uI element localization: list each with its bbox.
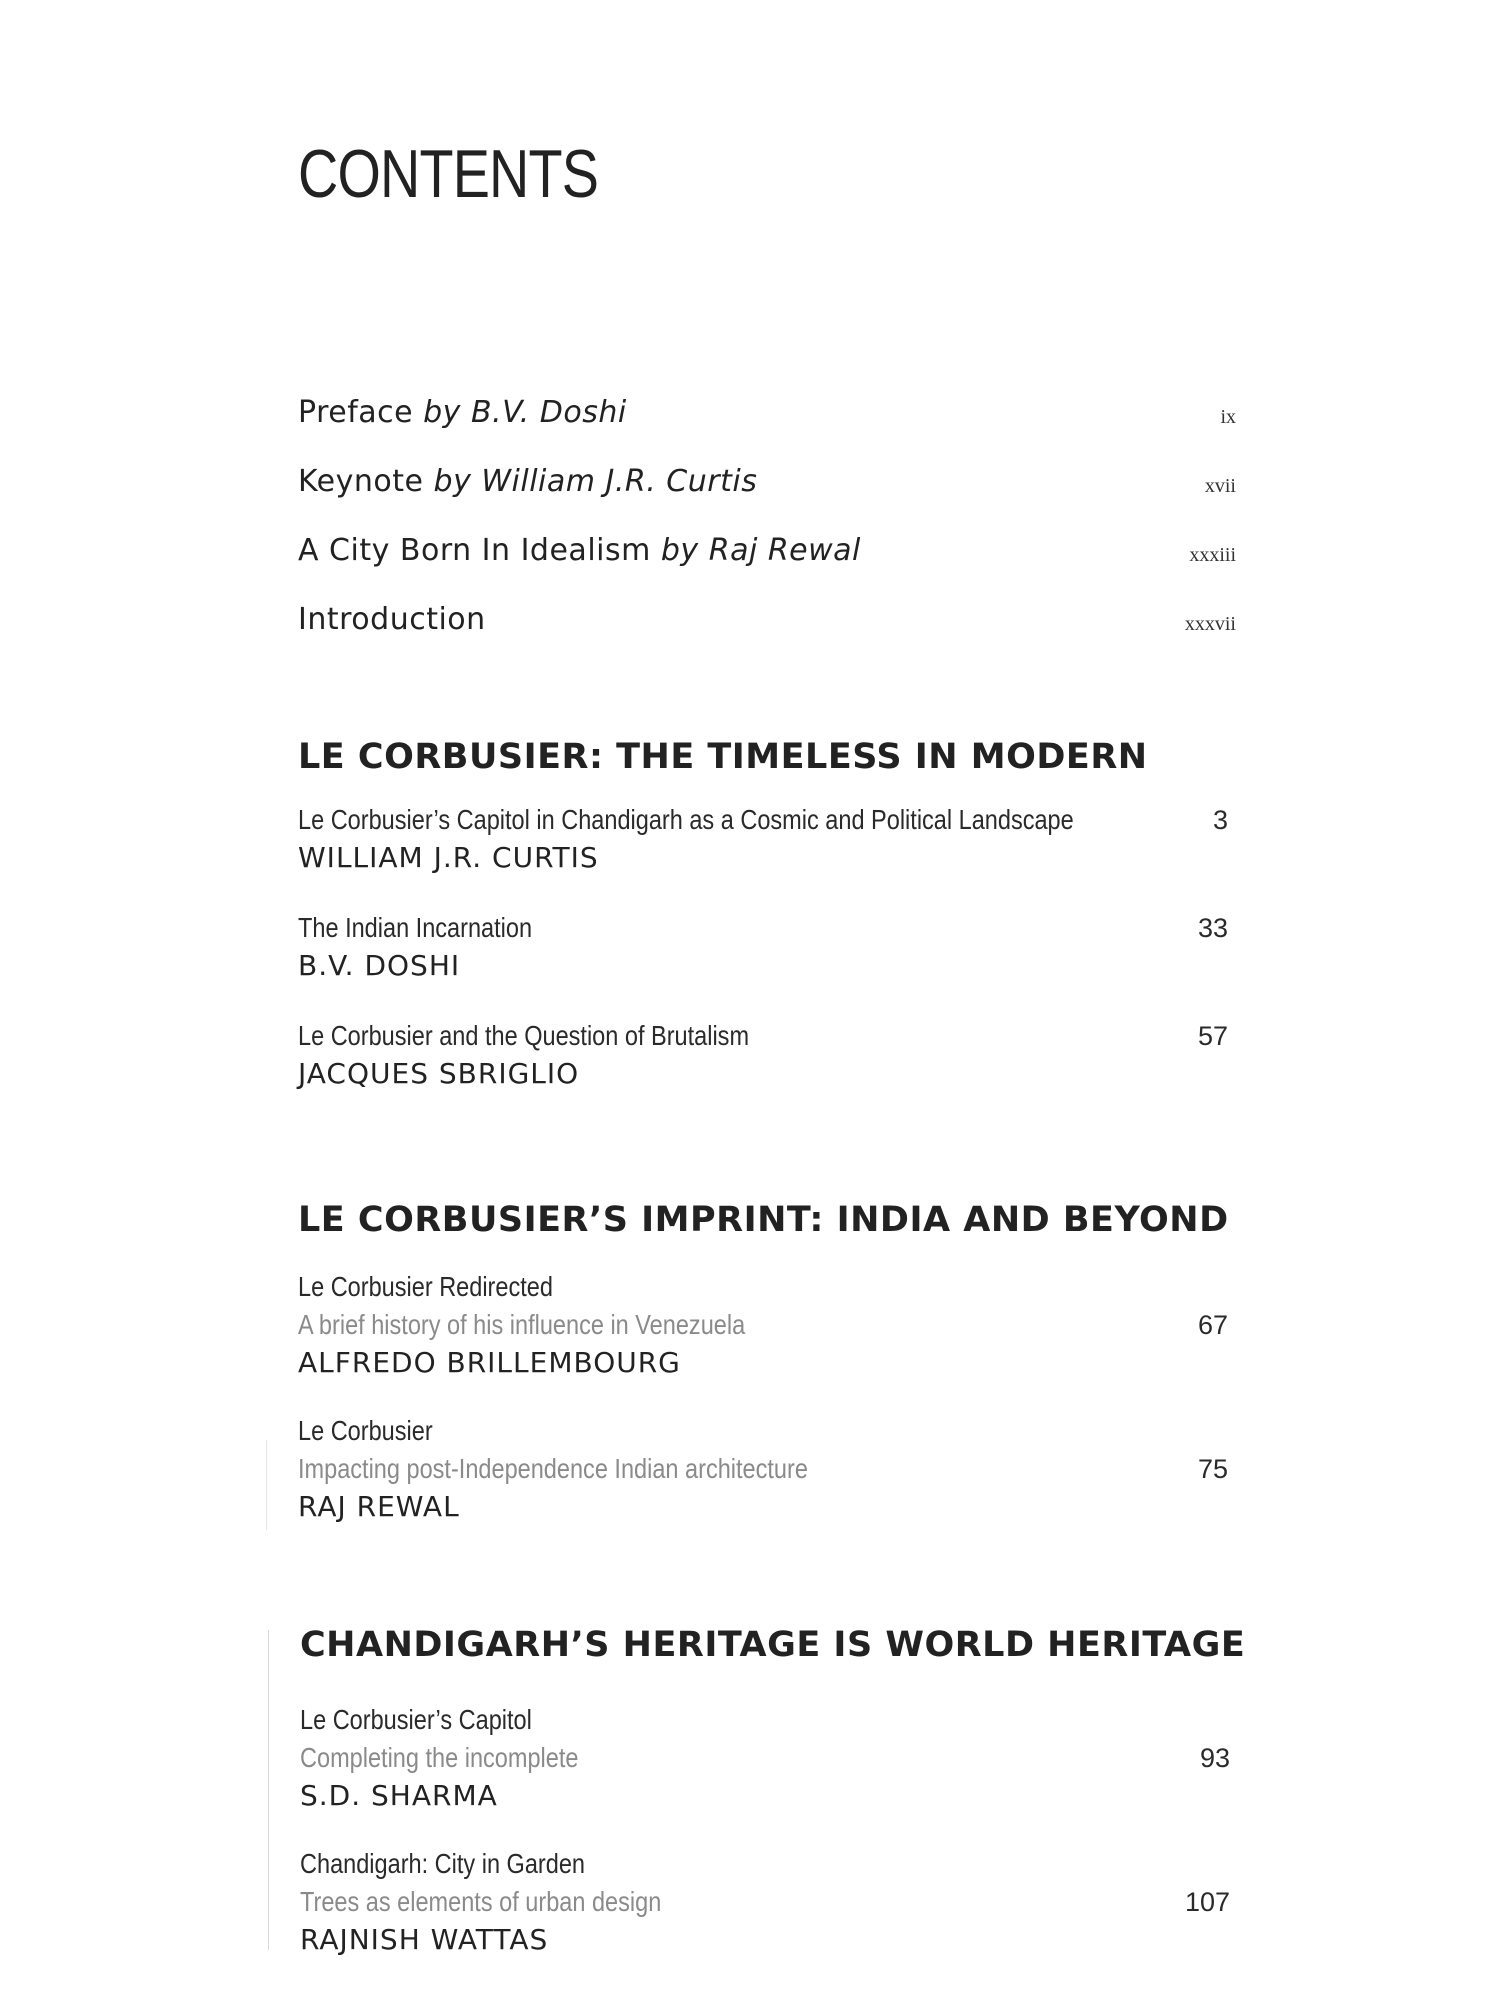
- page-number: 33: [1197, 913, 1228, 943]
- section-timeless-in-modern: [298, 735, 1244, 1093]
- page-number: xvii: [1204, 475, 1236, 497]
- entry-subtitle: Impacting post-Independence Indian architecture: [298, 1453, 808, 1484]
- entry-title: The Indian Incarnation: [298, 912, 533, 943]
- toc-entry: [298, 1412, 1244, 1526]
- entry-author: RAJNISH WATTAS: [300, 1923, 549, 1956]
- entry-author: JACQUES SBRIGLIO: [298, 1057, 580, 1090]
- page-number: ix: [1220, 406, 1236, 428]
- front-matter-label: Keynote by William J.R. Curtis: [298, 464, 758, 499]
- entry-subtitle: Completing the incomplete: [300, 1742, 579, 1773]
- section-heading: LE CORBUSIER: THE TIMELESS IN MODERN: [298, 737, 1148, 777]
- toc-entry: [298, 909, 1244, 985]
- front-matter-item: [298, 531, 1236, 600]
- entry-subtitle: A brief history of his influence in Venezuela: [298, 1309, 746, 1340]
- page-number: 3: [1212, 805, 1228, 835]
- page-number: 57: [1197, 1021, 1228, 1051]
- page-number: 107: [1184, 1887, 1230, 1917]
- entry-subtitle: Trees as elements of urban design: [300, 1886, 662, 1917]
- front-matter-list: [298, 393, 1236, 669]
- toc-entry: [300, 1701, 1246, 1815]
- entry-title: Le Corbusier Redirected: [298, 1271, 553, 1302]
- entry-title: Le Corbusier’s Capitol: [300, 1704, 532, 1735]
- front-matter-item: [298, 600, 1236, 669]
- toc-entry: [298, 801, 1244, 877]
- page-title: CONTENTS: [298, 136, 599, 212]
- page-number: 67: [1197, 1310, 1228, 1340]
- entry-title: Chandigarh: City in Garden: [300, 1848, 586, 1879]
- front-matter-label: A City Born In Idealism by Raj Rewal: [298, 533, 861, 568]
- section-heading: LE CORBUSIER’S IMPRINT: INDIA AND BEYOND: [298, 1200, 1229, 1240]
- toc-entry: [298, 1268, 1244, 1382]
- entry-title: Le Corbusier: [298, 1415, 433, 1446]
- entry-author: ALFREDO BRILLEMBOURG: [298, 1346, 681, 1379]
- section-heading: CHANDIGARH’S HERITAGE IS WORLD HERITAGE: [300, 1625, 1246, 1665]
- page-number: 75: [1197, 1454, 1228, 1484]
- front-matter-label: Introduction: [298, 602, 486, 637]
- front-matter-item: [298, 393, 1236, 462]
- margin-rule: [266, 1440, 267, 1530]
- entry-title: Le Corbusier’s Capitol in Chandigarh as a Cosmic and Political Landscape: [298, 804, 1074, 835]
- entry-author: S.D. SHARMA: [300, 1779, 498, 1812]
- entry-title: Le Corbusier and the Question of Brutalism: [298, 1020, 750, 1051]
- page-number: 93: [1199, 1743, 1230, 1773]
- section-world-heritage: [300, 1623, 1246, 1959]
- front-matter-label: Preface by B.V. Doshi: [298, 395, 627, 430]
- page-number: xxxvii: [1184, 613, 1236, 635]
- margin-rule: [268, 1630, 269, 1950]
- entry-author: RAJ REWAL: [298, 1490, 460, 1523]
- entry-author: B.V. DOSHI: [298, 949, 461, 982]
- toc-entry: [298, 1017, 1244, 1093]
- toc-entry: [300, 1845, 1246, 1959]
- front-matter-item: [298, 462, 1236, 531]
- entry-author: WILLIAM J.R. CURTIS: [298, 841, 599, 874]
- section-imprint-india-and-beyond: [298, 1198, 1244, 1526]
- page-number: xxxiii: [1189, 544, 1236, 566]
